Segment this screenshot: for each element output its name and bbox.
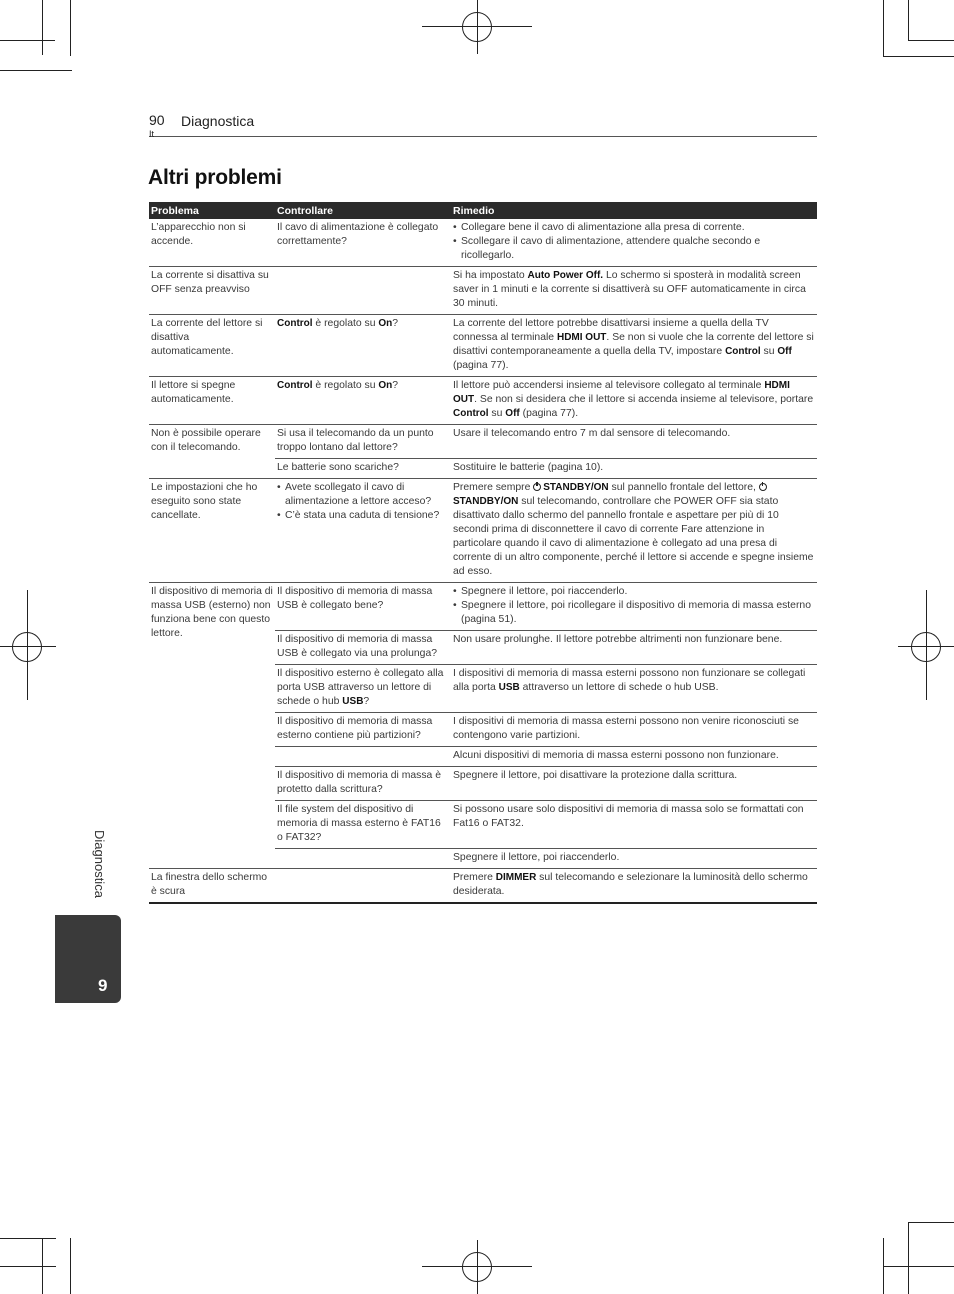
check-cell <box>275 267 451 315</box>
text-run: Il lettore può accendersi insieme al televisore collegato al terminale <box>453 380 765 391</box>
text-run: I dispositivi di memoria di massa esterni possono non funzionare se collegati alla porta <box>453 668 806 693</box>
text-run: è regolato su <box>312 380 379 391</box>
table-header-row <box>149 202 817 219</box>
problem-cell: Non è possibile operare con il telecomando. <box>149 425 275 479</box>
remedy-cell: Sostituire le batterie (pagina 10). <box>451 459 817 479</box>
button-name: STANDBY/ON <box>453 496 519 507</box>
check-cell: Il dispositivo di memoria di massa esterno contiene più partizioni? <box>275 713 451 747</box>
setting-value: On <box>378 380 393 391</box>
remedy-cell: Non usare prolunghe. Il lettore potrebbe altrimenti non funzionare bene. <box>451 631 817 665</box>
button-name: DIMMER <box>495 872 537 883</box>
problem-cell: La corrente del lettore si disattiva automaticamente. <box>149 315 275 377</box>
setting-value: Off <box>777 346 792 357</box>
check-cell: Si usa il telecomando da un punto troppo lontano dal lettore? <box>275 425 451 459</box>
check-cell: Il dispositivo di memoria di massa USB è collegato bene? <box>275 583 451 631</box>
text-run: Si ha impostato <box>453 270 528 281</box>
text-run: ? <box>392 318 399 329</box>
text-run: . Se non si desidera che il lettore si accenda insieme al televisore, portare <box>474 394 814 405</box>
check-cell <box>275 479 451 583</box>
setting-name: Control <box>453 408 489 419</box>
check-cell <box>275 747 451 767</box>
problem-cell: Le impostazioni che ho eseguito sono state cancellate. <box>149 479 275 583</box>
remedy-list <box>453 585 815 627</box>
check-cell <box>275 665 451 713</box>
text-run: Premere <box>453 872 496 883</box>
setting-name: Control <box>277 318 313 329</box>
problem-cell: La corrente si disattiva su OFF senza preavviso <box>149 267 275 315</box>
problem-cell: Il dispositivo di memoria di massa USB (esterno) non funziona bene con questo lettore. <box>149 583 275 869</box>
list-item: • Spegnere il lettore, poi ricollegare il dispositivo di memoria di massa esterno (pagina 51). <box>453 599 815 627</box>
terminal-name: HDMI OUT <box>556 332 607 343</box>
text-run: su <box>488 408 506 419</box>
check-cell: Il dispositivo di memoria di massa USB è collegato via una prolunga? <box>275 631 451 665</box>
remedy-cell: Alcuni dispositivi di memoria di massa esterni possono non funzionare. <box>451 747 817 767</box>
page-header <box>149 112 817 137</box>
table-row <box>149 479 817 583</box>
remedy-cell <box>451 219 817 267</box>
power-icon <box>759 483 767 491</box>
list-item: • C’è stata una caduta di tensione? <box>277 509 449 523</box>
problem-cell: La finestra dello schermo è scura <box>149 869 275 904</box>
setting-name: Control <box>277 380 313 391</box>
button-name: STANDBY/ON <box>543 482 609 493</box>
table-row <box>149 583 817 631</box>
port-name: USB <box>498 682 520 693</box>
chapter-number: 9 <box>98 976 108 995</box>
terminal-name: HDMI OUT <box>453 380 790 405</box>
list-item: • Scollegare il cavo di alimentazione, attendere qualche secondo e ricollegarlo. <box>453 235 815 263</box>
text-run: è regolato su <box>312 318 379 329</box>
text-run: Premere sempre <box>453 482 534 493</box>
column-header-problem: Problema <box>149 202 275 219</box>
page-title: Altri problemi <box>148 166 282 189</box>
remedy-cell: Spegnere il lettore, poi riaccenderlo. <box>451 849 817 869</box>
table-row <box>149 267 817 315</box>
page-number: 90 <box>149 112 165 128</box>
remedy-cell <box>451 315 817 377</box>
setting-name: Auto Power Off. <box>527 270 604 281</box>
text-run: ? <box>392 380 399 391</box>
check-list <box>277 481 449 523</box>
chapter-tab-label: Diagnostica <box>92 830 107 898</box>
text-run: su <box>760 346 778 357</box>
check-cell <box>275 869 451 904</box>
remedy-cell <box>451 377 817 425</box>
column-header-check: Controllare <box>275 202 451 219</box>
remedy-cell <box>451 665 817 713</box>
text-run: sul pannello frontale del lettore, <box>608 482 759 493</box>
remedy-cell <box>451 267 817 315</box>
remedy-cell <box>451 583 817 631</box>
setting-value: Off <box>505 408 520 419</box>
power-icon <box>533 483 541 491</box>
check-cell: Il file system del dispositivo di memoria di massa esterno è FAT16 o FAT32? <box>275 801 451 849</box>
check-cell: Le batterie sono scariche? <box>275 459 451 479</box>
table-row <box>149 219 817 267</box>
text-run: (pagina 77). <box>453 360 509 371</box>
header-section-title: Diagnostica <box>181 113 255 129</box>
table-row <box>149 377 817 425</box>
list-item: • Spegnere il lettore, poi riaccenderlo. <box>453 585 815 599</box>
port-name: USB <box>342 696 364 707</box>
check-cell: Il dispositivo di memoria di massa è protetto dalla scrittura? <box>275 767 451 801</box>
table-row <box>149 315 817 377</box>
text-run: sul telecomando, controllare che POWER OFF sia stato disattivato dallo schermo del pannello frontale e aspettare per più di 10 secondi prima di disconnettere il cavo di corrente Fare attenzione in particolare quando il cavo di alimentazione è collegato ad una presa di corrente di un altro componente, perché il lettore si accende e spegne insieme ad esso. <box>453 496 814 577</box>
chapter-tab <box>55 915 121 1003</box>
check-cell: Il cavo di alimentazione è collegato correttamente? <box>275 219 451 267</box>
text-run: sul telecomando e selezionare la luminosità dello schermo desiderata. <box>453 872 808 897</box>
remedy-list <box>453 221 815 263</box>
text-run: (pagina 77). <box>519 408 579 419</box>
problem-cell: L’apparecchio non si accende. <box>149 219 275 267</box>
remedy-cell: Usare il telecomando entro 7 m dal sensore di telecomando. <box>451 425 817 459</box>
problem-cell: Il lettore si spegne automaticamente. <box>149 377 275 425</box>
check-cell <box>275 849 451 869</box>
text-run: Il dispositivo esterno è collegato alla porta USB attraverso un lettore di schede o hub <box>277 668 444 707</box>
page-language: It <box>149 129 155 139</box>
table-row <box>149 869 817 904</box>
list-item: • Collegare bene il cavo di alimentazione alla presa di corrente. <box>453 221 815 235</box>
text-run: attraverso un lettore di schede o hub USB. <box>519 682 719 693</box>
remedy-cell: I dispositivi di memoria di massa esterni possono non venire riconosciuti se contengono varie partizioni. <box>451 713 817 747</box>
remedy-cell: Spegnere il lettore, poi disattivare la protezione dalla scrittura. <box>451 767 817 801</box>
troubleshooting-table <box>149 202 817 904</box>
column-header-remedy: Rimedio <box>451 202 817 219</box>
remedy-cell: Si possono usare solo dispositivi di memoria di massa solo se formattati con Fat16 o FAT32. <box>451 801 817 849</box>
check-cell <box>275 315 451 377</box>
list-item: • Avete scollegato il cavo di alimentazione a lettore acceso? <box>277 481 449 509</box>
setting-value: On <box>378 318 393 329</box>
text-run: Lo schermo si sposterà in modalità screen saver in 1 minuti e la corrente si disattiverà su OFF automaticamente in circa 30 minuti. <box>453 270 806 309</box>
text-run: . Se non si vuole che la corrente del lettore si disattivi contemporaneamente a quella della TV, impostare <box>453 332 814 357</box>
remedy-cell <box>451 479 817 583</box>
remedy-cell <box>451 869 817 904</box>
text-run: ? <box>363 696 370 707</box>
table-row <box>149 425 817 459</box>
check-cell <box>275 377 451 425</box>
setting-name: Control <box>725 346 761 357</box>
text-run: La corrente del lettore potrebbe disattivarsi insieme a quella della TV connessa al terminale <box>453 318 769 343</box>
